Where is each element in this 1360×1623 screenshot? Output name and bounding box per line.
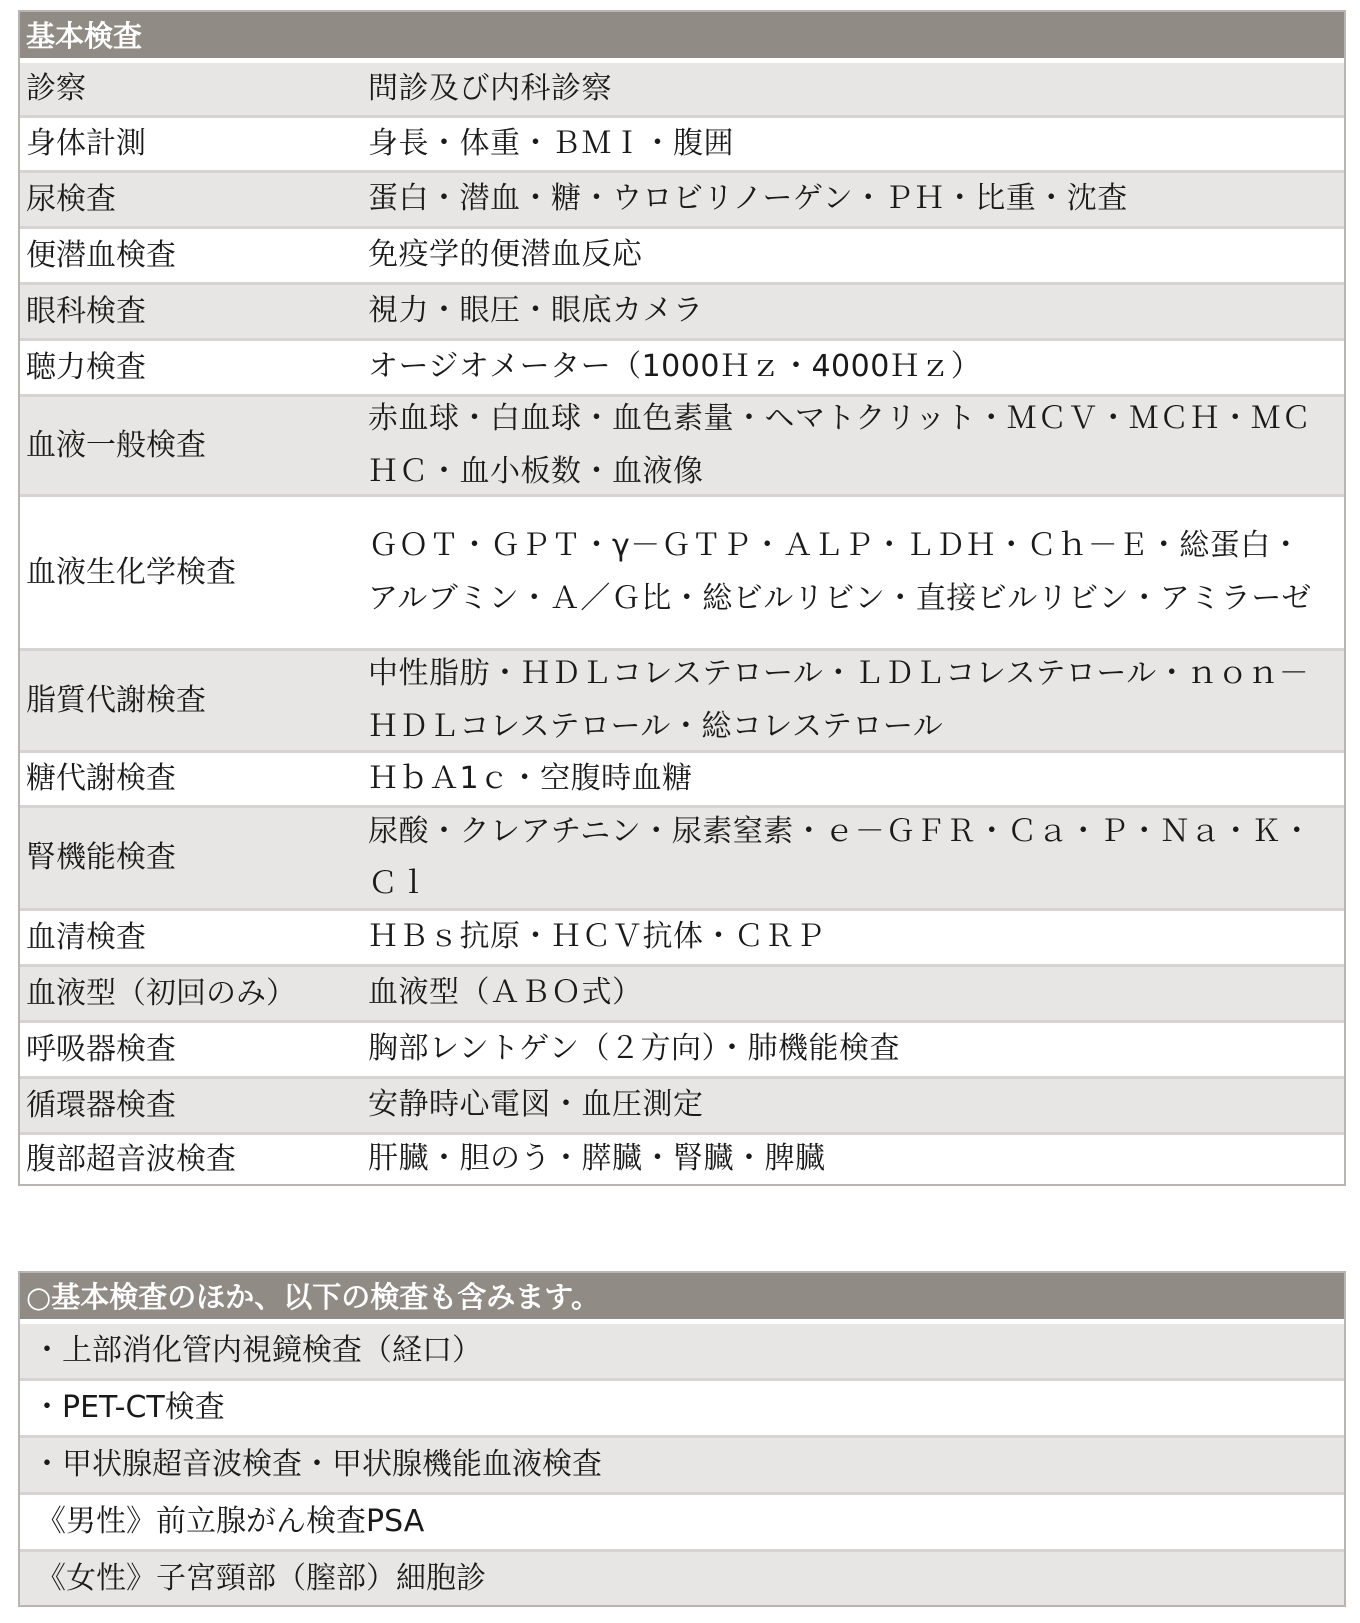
exam-value: 胸部レントゲン（２方向）・肺機能検査 bbox=[368, 1031, 901, 1067]
exam-item: ・甲状腺超音波検査・甲状腺機能血液検査 bbox=[32, 1447, 602, 1482]
additional-exam-table bbox=[18, 1271, 1346, 1607]
exam-value: 安静時心電図・血圧測定 bbox=[368, 1087, 704, 1123]
table-row bbox=[20, 115, 1344, 170]
exam-value: ＨｂＡ1ｃ・空腹時血糖 bbox=[368, 760, 693, 796]
table-row bbox=[20, 494, 1344, 648]
exam-name: 脂質代謝検査 bbox=[26, 682, 206, 718]
table-row bbox=[20, 170, 1344, 226]
exam-name: 呼吸器検査 bbox=[26, 1031, 176, 1067]
exam-item: 《男性》前立腺がん検査PSA bbox=[36, 1504, 425, 1539]
exam-name: 糖代謝検査 bbox=[26, 761, 176, 796]
exam-value: ＨＢｓ抗原・ＨＣＶ抗体・ＣＲＰ bbox=[368, 919, 826, 955]
table-row bbox=[20, 394, 1344, 494]
exam-name: 診察 bbox=[26, 71, 86, 106]
exam-name: 腹部超音波検査 bbox=[26, 1141, 236, 1177]
exam-value: 問診及び内科診察 bbox=[368, 70, 612, 106]
table-row bbox=[20, 282, 1344, 338]
table-row bbox=[20, 226, 1344, 282]
exam-value: ＧＯＴ・ＧＰＴ・γ－ＧＴＰ・ＡＬＰ・ＬＤＨ・Ｃｈ－Ｅ・総蛋白・アルブミン・Ａ／Ｇ比・総ビルリビン・直接ビルリビン・アミラーゼ bbox=[368, 528, 1312, 616]
list-item bbox=[20, 1378, 1344, 1435]
exam-value: 免疫学的便潜血反応 bbox=[368, 237, 643, 273]
exam-value: 赤血球・白血球・血色素量・ヘマトクリット・ＭＣＶ・ＭＣＨ・ＭＣＨＣ・血小板数・血液像 bbox=[368, 401, 1312, 489]
basic-exam-table bbox=[18, 10, 1346, 1186]
additional-exam-title: ○基本検査のほか、以下の検査も含みます。 bbox=[20, 1273, 1344, 1321]
exam-name: 循環器検査 bbox=[26, 1087, 176, 1123]
exam-name: 聴力検査 bbox=[26, 349, 146, 385]
exam-value: 尿酸・クレアチニン・尿素窒素・ｅ－ＧＦＲ・Ｃａ・Ｐ・Ｎａ・Ｋ・Ｃｌ bbox=[368, 813, 1313, 901]
table-row bbox=[20, 60, 1344, 115]
exam-value: オージオメーター（1000Ｈｚ・4000Ｈｚ） bbox=[368, 349, 982, 385]
exam-name: 尿検査 bbox=[26, 181, 116, 217]
basic-exam-title: 基本検査 bbox=[20, 12, 1344, 60]
list-item bbox=[20, 1321, 1344, 1378]
table-row bbox=[20, 805, 1344, 908]
exam-value: 血液型（ＡＢＯ式） bbox=[368, 975, 643, 1011]
exam-name: 身体計測 bbox=[26, 126, 146, 161]
exam-name: 眼科検査 bbox=[26, 293, 146, 329]
exam-item: ・PET-CT検査 bbox=[32, 1390, 225, 1425]
table-row bbox=[20, 908, 1344, 964]
exam-value: 肝臓・胆のう・膵臓・腎臓・脾臓 bbox=[368, 1141, 826, 1177]
exam-name: 腎機能検査 bbox=[26, 840, 176, 875]
exam-value: 視力・眼圧・眼底カメラ bbox=[368, 293, 704, 329]
list-item bbox=[20, 1435, 1344, 1492]
table-row bbox=[20, 964, 1344, 1020]
table-row bbox=[20, 338, 1344, 394]
exam-value: 中性脂肪・ＨＤＬコレステロール・ＬＤＬコレステロール・ｎｏｎ－ＨＤＬコレステロール・総コレステロール bbox=[368, 656, 1310, 744]
exam-item: 《女性》子宮頸部（膣部）細胞診 bbox=[36, 1560, 486, 1596]
exam-name: 血清検査 bbox=[26, 919, 146, 955]
table-row bbox=[20, 648, 1344, 750]
exam-name: 血液一般検査 bbox=[26, 427, 206, 463]
list-item bbox=[20, 1492, 1344, 1549]
exam-item: ・上部消化管内視鏡検査（経口） bbox=[32, 1333, 482, 1368]
exam-name: 便潜血検査 bbox=[26, 237, 176, 273]
exam-name: 血液生化学検査 bbox=[26, 554, 236, 590]
list-item bbox=[20, 1549, 1344, 1605]
table-row bbox=[20, 750, 1344, 805]
table-row bbox=[20, 1020, 1344, 1076]
table-row bbox=[20, 1132, 1344, 1184]
table-row bbox=[20, 1076, 1344, 1132]
exam-name: 血液型（初回のみ） bbox=[26, 975, 296, 1011]
exam-value: 身長・体重・ＢＭＩ・腹囲 bbox=[368, 125, 734, 161]
exam-value: 蛋白・潜血・糖・ウロビリノーゲン・ＰＨ・比重・沈査 bbox=[368, 181, 1128, 217]
